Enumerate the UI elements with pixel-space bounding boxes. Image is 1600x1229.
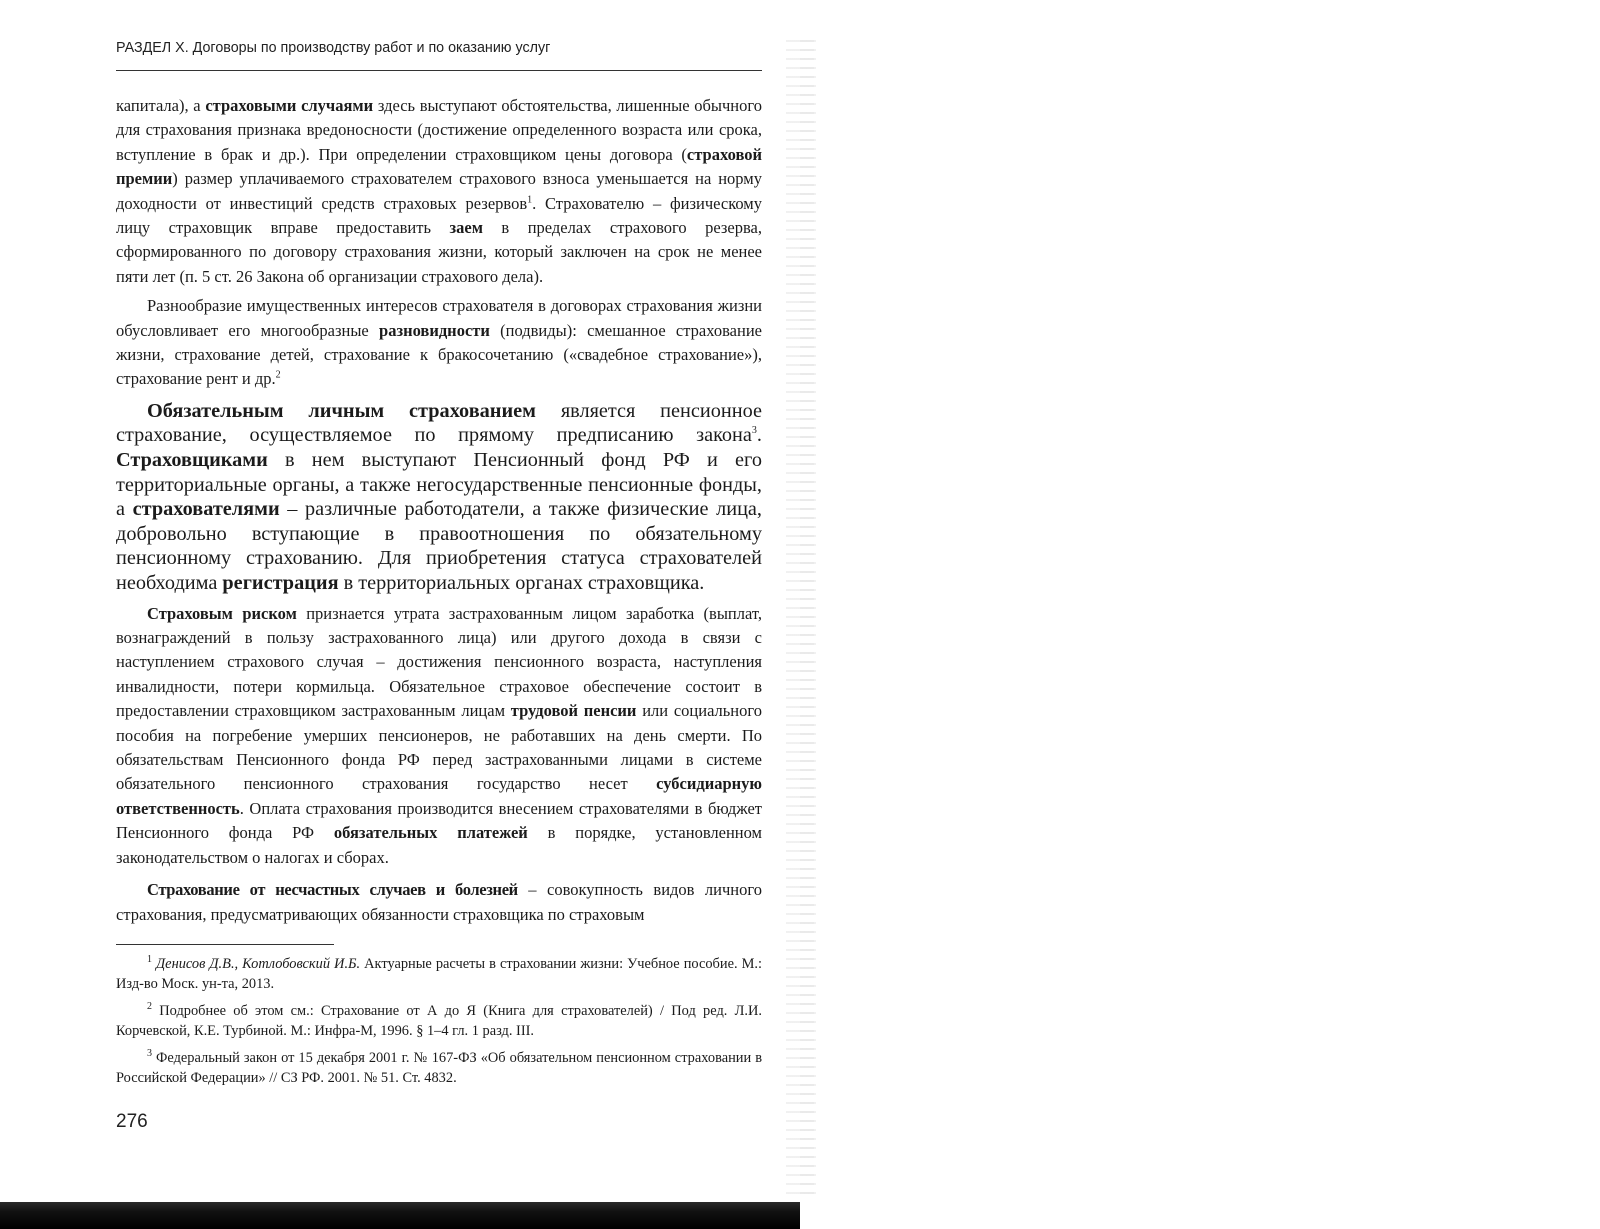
paragraph-mandatory-insurance: Обязательным личным страхованием является пенсионное страхование, осуществляемое по прямому предписанию закона$^3$. Страховщиками в нем выступают Пенсионный фонд РФ и его территориальные органы, а также негосударственные пенсионные фонды, а страхователями – различные работодатели, а также физические лица, добровольно вступающие в правоотношения по обязательному пенсионному страхованию. Для приобретения статуса страхователей необходима регистрация в территориальных органах страховщика. xyxy=(116,399,762,595)
term-insurers: Страховщиками xyxy=(116,449,268,472)
footnote-ref-3: 3 xyxy=(751,425,757,437)
footnote-ref-2: 2 xyxy=(275,369,281,381)
term-registration: регистрация xyxy=(222,572,339,595)
term-accident-insurance: Страхование от несчастных случаев и болезней xyxy=(147,880,518,900)
term-insurance-risk: Страховым риском xyxy=(147,603,297,623)
body-text xyxy=(116,94,762,927)
footnote-ref-1: 1 xyxy=(527,194,533,206)
footnote-number: 2 xyxy=(147,1001,152,1013)
term-labor-pension: трудовой пенсии xyxy=(510,701,637,721)
paragraph-insurance-risk: Страховым риском признается утрата застрахованным лицом заработка (выплат, вознаграждений в пользу застрахованного лица) или другого дохода в связи с наступлением страхового случая – достижения пенсионного возраста, наступления инвалидности, потери кормильца. Обязательное страховое обеспечение состоит в предоставлении страховщиком застрахованным лицам трудовой пенсии или социального пособия на погребение умерших пенсионеров, не работавших на день смерти. По обязательствам Пенсионного фонда РФ перед застрахованными лицами в системе обязательного пенсионного страхования государство несет субсидиарную ответственность. Оплата страхования производится внесением страхователями в бюджет Пенсионного фонда РФ обязательных платежей в порядке, установленном законодательством о налогах и сборах. xyxy=(116,603,762,867)
footnote-author: Денисов Д.В., Котлобовский И.Б. xyxy=(156,955,361,972)
footnotes xyxy=(116,950,762,1092)
footnote-1: $^1$ Денисов Д.В., Котлобовский И.Б. Актуарные расчеты в страховании жизни: Учебное пособие. М.: Изд-во Моск. ун-та, 2013. xyxy=(116,954,762,992)
footnote-2: $^2$ Подробнее об этом см.: Страхование от А до Я (Книга для страхователей) / Под ред. Л.И. Корчевской, К.Е. Турбиной. М.: Инфра-М, 1996. § 1–4 гл. 1 разд. III. xyxy=(116,1001,762,1040)
footnote-rule xyxy=(116,944,334,945)
footnote-number: 1 xyxy=(147,954,152,965)
paragraph-accident-insurance: Страхование от несчастных случаев и болезней – совокупность видов личного страхования, предусматривающих обязанности страховщика по страховым xyxy=(116,880,762,924)
scan-edge-shadow xyxy=(0,1202,800,1229)
header-rule xyxy=(116,70,762,71)
page-number: 276 xyxy=(116,1111,148,1132)
footnote-3: $^3$ Федеральный закон от 15 декабря 2001 г. № 167-ФЗ «Об обязательном пенсионном страховании в Российской Федерации» // СЗ РФ. 2001. № 51. Ст. 4832. xyxy=(116,1048,762,1087)
paragraph-life-insurance-continued: капитала), а страховыми случаями здесь выступают обстоятельства, лишенные обычного для страхования признака вредоносности (достижение определенного возраста или срока, вступление в брак и др.). При определении страховщиком цены договора (страховой премии) размер уплачиваемого страхователем страхового взноса уменьшается на норму доходности от инвестиций средств страховых резервов$^1$. Страхователю – физическому лицу страховщик вправе предоставить заем в пределах страхового резерва, сформированного по договору страхования жизни, который заключен на срок не менее пяти лет (п. 5 ст. 26 Закона об организации страхового дела). xyxy=(116,96,762,286)
term-insured-events: страховыми случаями xyxy=(205,96,374,115)
footnote-number: 3 xyxy=(147,1048,152,1060)
term-mandatory-personal-insurance: Обязательным личным страхованием xyxy=(147,399,536,422)
running-head: РАЗДЕЛ X. Договоры по производству работ и по оказанию услуг xyxy=(116,40,551,56)
term-varieties: разновидности xyxy=(379,320,490,340)
term-subsidiary-liability: субсидиарную ответственность xyxy=(116,774,762,818)
paragraph-varieties: Разнообразие имущественных интересов страхователя в договорах страхования жизни обусловливает его многообразные разновидности (подвиды): смешанное страхование жизни, страхование детей, страхование к бракосочетанию («свадебное страхование»), страхование рент и др.$^2$ xyxy=(116,296,762,389)
term-insurance-premium: страховой премии xyxy=(116,144,762,189)
book-spine-shadow-faint xyxy=(800,40,814,1200)
term-policyholders: страхователями xyxy=(132,498,280,521)
term-mandatory-payments: обязательных платежей xyxy=(333,823,528,843)
term-loan: заем xyxy=(449,218,483,238)
